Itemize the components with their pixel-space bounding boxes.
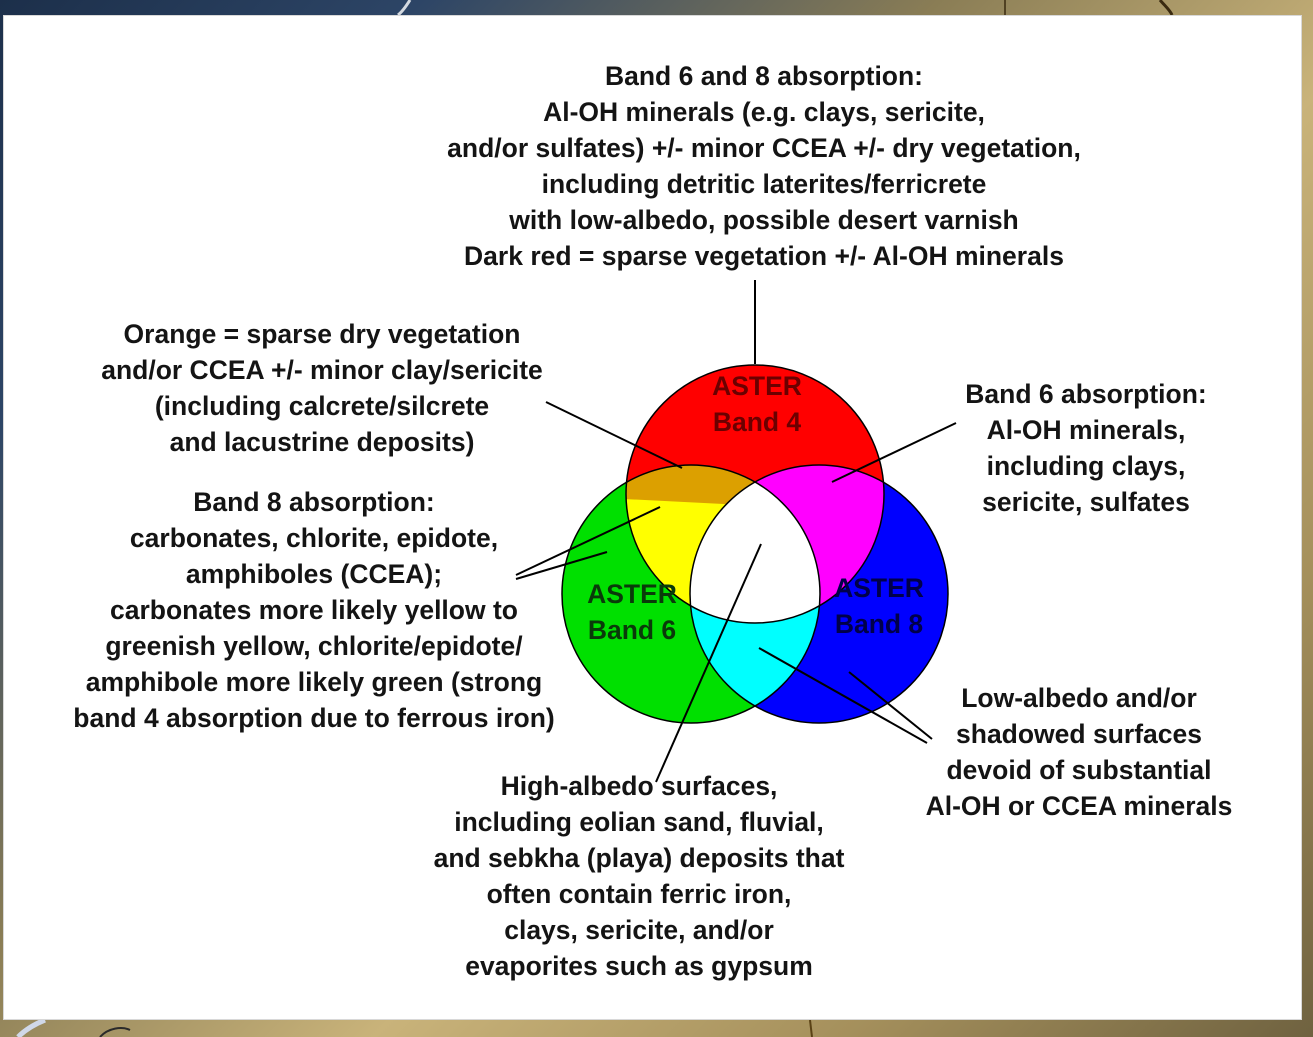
label-band8-absorption: Band 8 absorption: carbonates, chlorite, epidote, amphiboles (CCEA); carbonates more likely yellow to greenish yellow, chlorite/epidote/ amphibole more likely green (strong band 4 absorption due to ferrous iron): [73, 487, 555, 733]
circle-label-band6: ASTER Band 6: [587, 579, 677, 645]
label-orange-region: Orange = sparse dry vegetation and/or CCEA +/- minor clay/sericite (including calcrete/silcrete and lacustrine deposits): [101, 319, 543, 457]
circle-label-band4: ASTER Band 4: [712, 371, 802, 437]
circle-label-band8: ASTER Band 8: [834, 573, 924, 639]
label-high-albedo: High-albedo surfaces, including eolian sand, fluvial, and sebkha (playa) deposits that often contain ferric iron, clays, sericite, and/or evaporites such as gypsum: [433, 771, 845, 981]
label-low-albedo: Low-albedo and/or shadowed surfaces devoid of substantial Al-OH or CCEA minerals: [925, 683, 1233, 821]
diagram-panel: [3, 15, 1302, 1020]
label-band6-absorption: Band 6 absorption: Al-OH minerals, including clays, sericite, sulfates: [965, 379, 1207, 517]
label-band6-8-absorption: Band 6 and 8 absorption: Al-OH minerals (e.g. clays, sericite, and/or sulfates) +/- minor CCEA +/- dry vegetation, including detritic laterites/ferricrete with low-albedo, possible desert varnish Dark red = sparse vegetation +/- Al-OH minerals: [447, 61, 1081, 271]
